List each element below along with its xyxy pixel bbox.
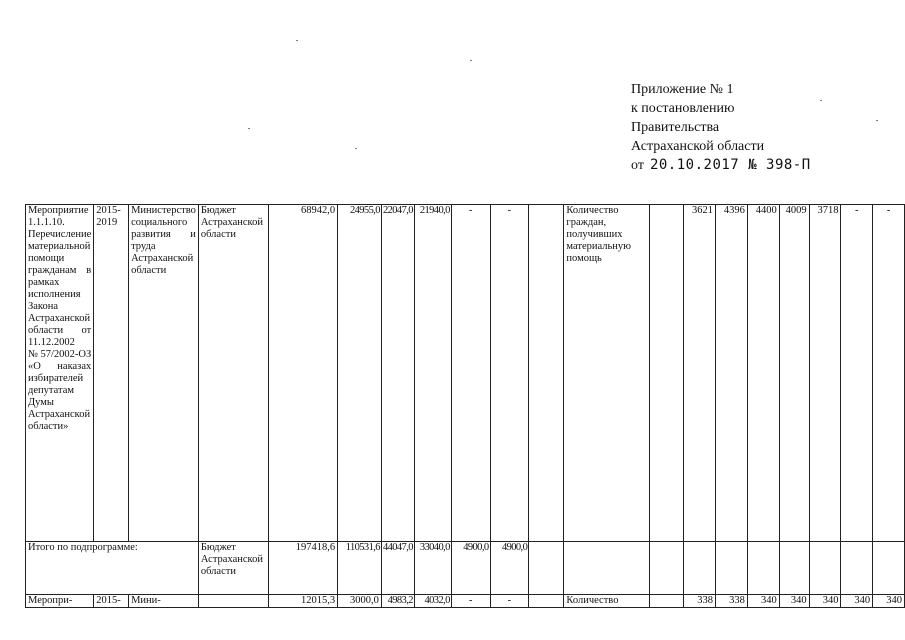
year-2018-cell: -: [451, 205, 490, 542]
year-2017-cell: 33040,0: [414, 542, 451, 595]
date-prefix: от: [631, 158, 644, 173]
appendix-line-4: Астраханской области: [631, 139, 765, 154]
spacer-cell: [529, 205, 564, 542]
table-row: [26, 205, 905, 542]
indicator-value-6: -: [841, 205, 873, 542]
indicator-cell: Количество граждан, получивших материальную помощь: [564, 205, 650, 542]
indicator-value-3: 4400: [747, 205, 779, 542]
year-2017-cell: 21940,0: [414, 205, 451, 542]
subtotal-row: [26, 542, 905, 595]
source-cell: Бюджет Астраханской области: [198, 542, 268, 595]
appendix-date-line: [631, 156, 811, 175]
indicator-value-2: 4396: [716, 205, 748, 542]
spacer-cell: [529, 595, 564, 608]
scan-speck: [296, 40, 298, 41]
indicator-value-1: 338: [684, 595, 716, 608]
indicator-value-4: 340: [779, 595, 809, 608]
unit-cell: [649, 595, 683, 608]
indicator-value-5: 3718: [809, 205, 841, 542]
scan-speck: [820, 100, 822, 101]
source-cell: Бюджет Астраханской области: [198, 205, 268, 542]
year-2016-cell: 44047,0: [381, 542, 414, 595]
appendix-line-2: к постановлению: [631, 101, 735, 116]
scan-speck: [470, 60, 472, 61]
program-table: [25, 204, 905, 608]
year-2016-cell: 4983,2: [381, 595, 414, 608]
indicator-value-2: 338: [716, 595, 748, 608]
event-cell: Мероприятие 1.1.1.10. Перечисление материальной помощи гражданам в рамках исполнения Закона Астраханской области от 11.12.2002 №57/2002-ОЗ «О наказах избирателей депутатам Думы Астраханской области»: [26, 205, 94, 542]
indicator-value-3: 340: [747, 595, 779, 608]
year-2019-cell: 4900,0: [490, 542, 529, 595]
year-2017-cell: 4032,0: [414, 595, 451, 608]
year-2015-cell: 3000,0: [338, 595, 382, 608]
appendix-title: Приложение № 1: [631, 82, 734, 97]
event-cell: Меропри-: [26, 595, 94, 608]
scan-speck: [355, 148, 357, 149]
appendix-line-3: Правительства: [631, 120, 720, 135]
indicator-value-5: [809, 542, 841, 595]
year-2015-cell: 110531,6: [338, 542, 382, 595]
executor-cell: Министерство социального развития и труда Астраханской области: [129, 205, 199, 542]
indicator-value-3: [747, 542, 779, 595]
executor-cell: Мини-: [129, 595, 199, 608]
indicator-value-6: [841, 542, 873, 595]
source-cell: [198, 595, 268, 608]
indicator-value-5: 340: [809, 595, 841, 608]
decree-date-number: 20.10.2017 № 398-П: [649, 157, 811, 173]
scan-speck: [248, 128, 250, 129]
indicator-value-7: 340: [873, 595, 905, 608]
indicator-cell: Количество: [564, 595, 650, 608]
indicator-value-6: 340: [841, 595, 873, 608]
year-2016-cell: 22047,0: [381, 205, 414, 542]
indicator-value-4: 4009: [779, 205, 809, 542]
total-cell: 197418,6: [268, 542, 337, 595]
table-row: [26, 595, 905, 608]
year-2019-cell: -: [490, 205, 529, 542]
indicator-value-7: -: [873, 205, 905, 542]
indicator-value-2: [716, 542, 748, 595]
indicator-value-4: [779, 542, 809, 595]
unit-cell: [649, 542, 683, 595]
year-2015-cell: 24955,0: [338, 205, 382, 542]
indicator-value-1: 3621: [684, 205, 716, 542]
spacer-cell: [529, 542, 564, 595]
period-cell: 2015-: [94, 595, 129, 608]
year-2018-cell: 4900,0: [451, 542, 490, 595]
year-2019-cell: -: [490, 595, 529, 608]
total-cell: 12015,3: [268, 595, 337, 608]
appendix-header: [631, 80, 811, 175]
period-cell: 2015-2019: [94, 205, 129, 542]
subtotal-label: Итого по подпрограмме:: [26, 542, 199, 595]
year-2018-cell: -: [451, 595, 490, 608]
indicator-value-7: [873, 542, 905, 595]
indicator-cell: [564, 542, 650, 595]
total-cell: 68942,0: [268, 205, 337, 542]
unit-cell: [649, 205, 683, 542]
scan-speck: [876, 120, 878, 121]
indicator-value-1: [684, 542, 716, 595]
